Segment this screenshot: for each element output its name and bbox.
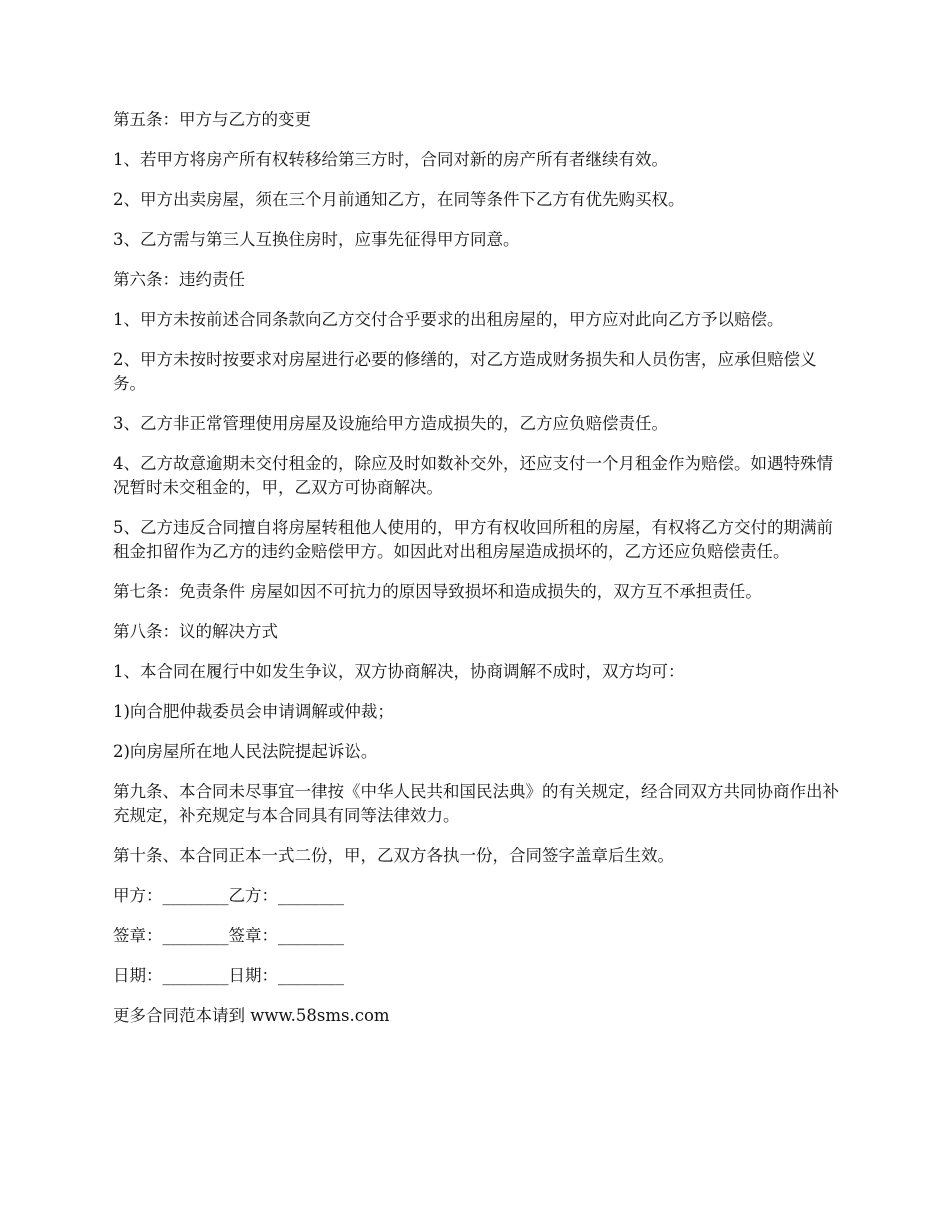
article-5-heading: 第五条：甲方与乙方的变更 — [113, 110, 311, 129]
article-10: 第十条、本合同正本一式二份，甲，乙双方各执一份，合同签字盖章后生效。 — [113, 846, 674, 865]
document-page — [113, 108, 843, 1044]
article-6-clause-4: 4、乙方故意逾期未交付租金的，除应及时如数补交外，还应支付一个月租金作为赔偿。如遇特殊情况暂时未交租金的，甲，乙双方可协商解决。 — [113, 454, 833, 497]
article-8-heading: 第八条：议的解决方式 — [113, 622, 278, 641]
article-6-clause-5: 5、乙方违反合同擅自将房屋转租他人使用的，甲方有权收回所租的房屋，有权将乙方交付的期满前租金扣留作为乙方的违约金赔偿甲方。如因此对出租房屋造成损坏的，乙方还应负赔偿责任。 — [113, 518, 833, 561]
article-7: 第七条：免责条件 房屋如因不可抗力的原因导致损坏和造成损失的，双方互不承担责任。 — [113, 582, 762, 601]
signature-parties: 甲方：________乙方：________ — [113, 886, 344, 905]
signature-dates: 日期：________日期：________ — [113, 966, 344, 985]
article-5-clause-1: 1、若甲方将房产所有权转移给第三方时，合同对新的房产所有者继续有效。 — [113, 150, 668, 169]
signature-seals: 签章：________签章：________ — [113, 926, 344, 945]
article-6-clause-3: 3、乙方非正常管理使用房屋及设施给甲方造成损失的，乙方应负赔偿责任。 — [113, 414, 668, 433]
article-5-clause-3: 3、乙方需与第三人互换住房时，应事先征得甲方同意。 — [113, 230, 520, 249]
article-6-clause-1: 1、甲方未按前述合同条款向乙方交付合乎要求的出租房屋的，甲方应对此向乙方予以赔偿。 — [113, 310, 784, 329]
article-8-clause-1: 1、本合同在履行中如发生争议，双方协商解决，协商调解不成时，双方均可： — [113, 662, 685, 681]
article-8-option-2: 2)向房屋所在地人民法院提起诉讼。 — [113, 742, 378, 761]
article-8-option-1: 1)向合肥仲裁委员会申请调解或仲裁； — [113, 702, 394, 721]
article-9: 第九条、本合同未尽事宜一律按《中华人民共和国民法典》的有关规定，经合同双方共同协商作出补充规定，补充规定与本合同具有同等法律效力。 — [113, 782, 839, 825]
article-5-clause-2: 2、甲方出卖房屋，须在三个月前通知乙方，在同等条件下乙方有优先购买权。 — [113, 190, 685, 209]
article-6-heading: 第六条：违约责任 — [113, 270, 245, 289]
footer-link-text: 更多合同范本请到 www.58sms.com — [113, 1006, 390, 1025]
article-6-clause-2: 2、甲方未按时按要求对房屋进行必要的修缮的，对乙方造成财务损失和人员伤害，应承但赔偿义务。 — [113, 350, 817, 393]
